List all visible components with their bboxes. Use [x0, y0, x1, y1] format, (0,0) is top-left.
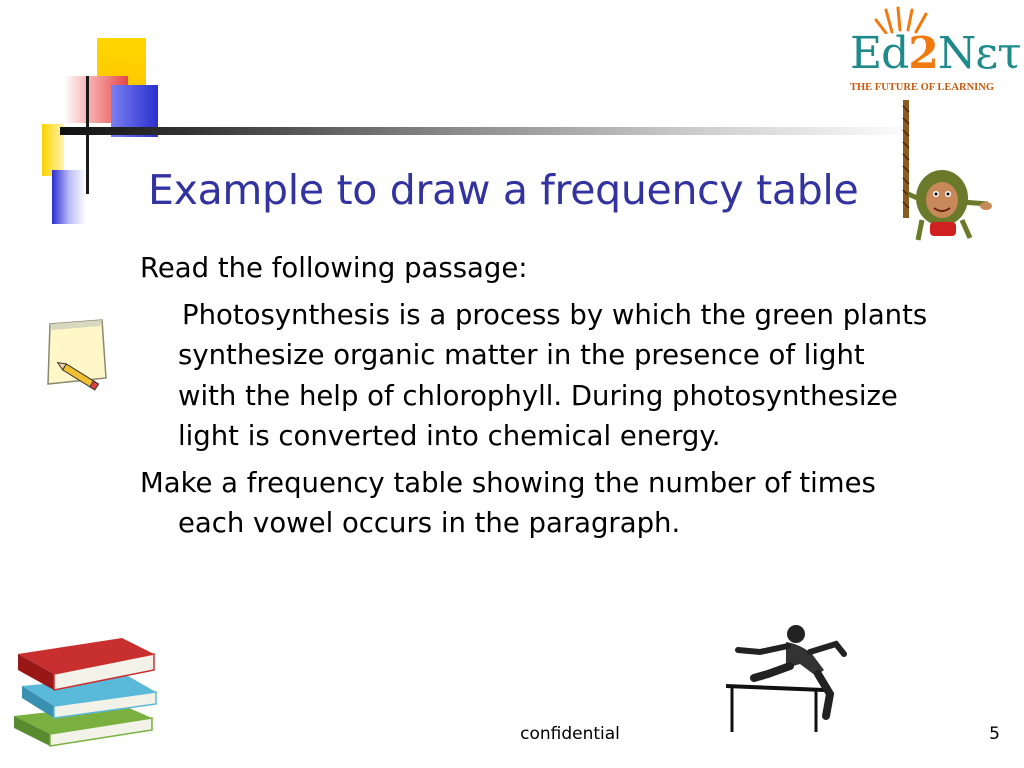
ed2net-logo: [846, 6, 1021, 98]
hurdler-icon: [724, 620, 848, 736]
decor-square-blue-left: [52, 170, 86, 224]
logo-text-two: 2: [908, 28, 938, 79]
slide-body: [140, 248, 930, 544]
logo-tagline: THE FUTURE OF LEARNING: [850, 82, 995, 93]
notepad-pencil-icon: [40, 318, 110, 394]
logo-text-ed: Ed: [850, 28, 909, 79]
instruction-text: Make a frequency table showing the number of times each vowel occurs in the paragraph.: [140, 466, 876, 539]
slide-title: Example to draw a frequency table: [148, 166, 859, 214]
logo-text-net: Nετ: [937, 28, 1021, 79]
intro-text: Read the following passage:: [140, 252, 528, 284]
title-divider-line: [60, 127, 920, 135]
logo-wordmark: [850, 28, 1021, 79]
footer-label: confidential: [520, 724, 620, 744]
page-number: 5: [989, 724, 1000, 744]
decor-vertical-line: [86, 76, 89, 194]
hairy-creature-icon: [900, 164, 992, 250]
passage-text: Photosynthesis is a process by which the green plants synthesize organic matter in the presence of light with the help of chlorophyll. During photosynthesize light is converted into chemical energy.: [178, 298, 928, 452]
